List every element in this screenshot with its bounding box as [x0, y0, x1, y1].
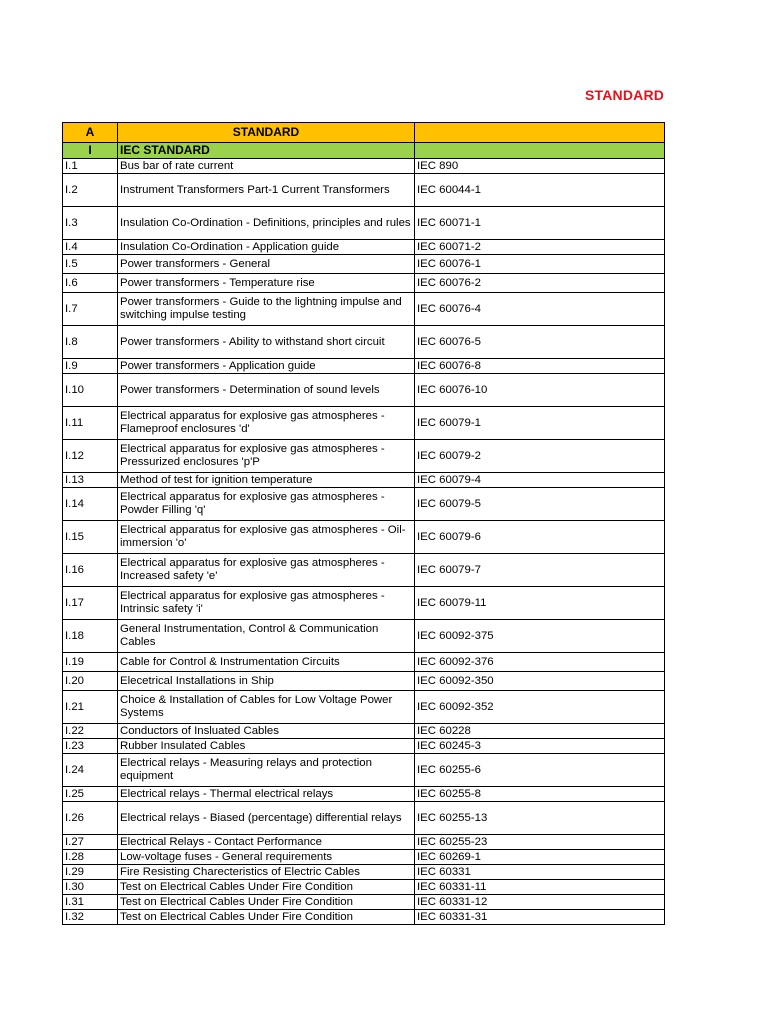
section-label: IEC STANDARD [118, 143, 415, 159]
row-description: Fire Resisting Charecteristics of Electric Cables [118, 865, 415, 880]
row-description: Power transformers - Determination of sound levels [118, 374, 415, 407]
row-standard-code: IEC 60076-1 [415, 255, 665, 274]
row-description: Cable for Control & Instrumentation Circuits [118, 653, 415, 672]
row-standard-code: IEC 60071-2 [415, 240, 665, 255]
row-standard-code: IEC 60269-1 [415, 850, 665, 865]
row-standard-code: IEC 60079-11 [415, 587, 665, 620]
row-number: I.28 [63, 850, 118, 865]
table-row [63, 473, 665, 488]
table-row [63, 359, 665, 374]
row-number: I.5 [63, 255, 118, 274]
row-number: I.8 [63, 326, 118, 359]
header-cell-code [415, 123, 665, 143]
row-description: Electrical apparatus for explosive gas atmospheres - Oil-immersion 'o' [118, 521, 415, 554]
row-description: Test on Electrical Cables Under Fire Condition [118, 895, 415, 910]
row-standard-code: IEC 60079-7 [415, 554, 665, 587]
row-number: I.32 [63, 910, 118, 925]
table-row [63, 207, 665, 240]
row-standard-code: IEC 890 [415, 159, 665, 174]
table-row [63, 895, 665, 910]
row-number: I.27 [63, 835, 118, 850]
table-row [63, 374, 665, 407]
row-standard-code: IEC 60255-23 [415, 835, 665, 850]
row-standard-code: IEC 60076-8 [415, 359, 665, 374]
row-standard-code: IEC 60092-375 [415, 620, 665, 653]
row-number: I.12 [63, 440, 118, 473]
row-number: I.31 [63, 895, 118, 910]
row-standard-code: IEC 60092-350 [415, 672, 665, 691]
row-number: I.19 [63, 653, 118, 672]
row-description: Insulation Co-Ordination - Application guide [118, 240, 415, 255]
table-row [63, 407, 665, 440]
row-number: I.11 [63, 407, 118, 440]
row-standard-code: IEC 60331 [415, 865, 665, 880]
table-row [63, 910, 665, 925]
table-row [63, 274, 665, 293]
row-standard-code: IEC 60076-2 [415, 274, 665, 293]
row-description: Electrical apparatus for explosive gas atmospheres - Flameproof enclosures 'd' [118, 407, 415, 440]
row-description: Instrument Transformers Part-1 Current Transformers [118, 174, 415, 207]
row-standard-code: IEC 60079-2 [415, 440, 665, 473]
row-number: I.24 [63, 754, 118, 787]
row-standard-code: IEC 60331-31 [415, 910, 665, 925]
table-row [63, 672, 665, 691]
row-description: Electrical relays - Biased (percentage) differential relays [118, 802, 415, 835]
row-standard-code: IEC 60076-5 [415, 326, 665, 359]
standards-table [62, 122, 665, 925]
row-description: Electrical relays - Thermal electrical relays [118, 787, 415, 802]
row-standard-code: IEC 60092-352 [415, 691, 665, 724]
row-standard-code: IEC 60044-1 [415, 174, 665, 207]
table-row [63, 787, 665, 802]
row-description: Test on Electrical Cables Under Fire Condition [118, 910, 415, 925]
table-row [63, 240, 665, 255]
row-standard-code: IEC 60079-5 [415, 488, 665, 521]
row-standard-code: IEC 60076-10 [415, 374, 665, 407]
row-number: I.17 [63, 587, 118, 620]
row-description: Test on Electrical Cables Under Fire Condition [118, 880, 415, 895]
header-cell-standard: STANDARD [118, 123, 415, 143]
row-description: Electrical apparatus for explosive gas atmospheres - Powder Filling 'q' [118, 488, 415, 521]
row-description: Rubber Insulated Cables [118, 739, 415, 754]
row-number: I.22 [63, 724, 118, 739]
row-description: Electrical apparatus for explosive gas atmospheres - Increased safety 'e' [118, 554, 415, 587]
row-number: I.7 [63, 293, 118, 326]
row-description: Insulation Co-Ordination - Definitions, principles and rules [118, 207, 415, 240]
row-number: I.25 [63, 787, 118, 802]
table-row [63, 865, 665, 880]
table-row [63, 293, 665, 326]
row-description: Electrical apparatus for explosive gas atmospheres - Pressurized enclosures 'p'P [118, 440, 415, 473]
row-standard-code: IEC 60255-13 [415, 802, 665, 835]
table-row [63, 835, 665, 850]
row-number: I.14 [63, 488, 118, 521]
section-code [415, 143, 665, 159]
row-description: Power transformers - General [118, 255, 415, 274]
table-row [63, 653, 665, 672]
page-title: STANDARD [585, 87, 664, 103]
row-number: I.3 [63, 207, 118, 240]
header-cell-a: A [63, 123, 118, 143]
table-row [63, 620, 665, 653]
row-standard-code: IEC 60245-3 [415, 739, 665, 754]
row-description: General Instrumentation, Control & Communication Cables [118, 620, 415, 653]
table-row [63, 724, 665, 739]
row-description: Bus bar of rate current [118, 159, 415, 174]
table-row [63, 255, 665, 274]
table-row [63, 521, 665, 554]
row-number: I.29 [63, 865, 118, 880]
row-standard-code: IEC 60331-12 [415, 895, 665, 910]
row-number: I.1 [63, 159, 118, 174]
row-description: Power transformers - Temperature rise [118, 274, 415, 293]
row-number: I.13 [63, 473, 118, 488]
row-number: I.4 [63, 240, 118, 255]
row-number: I.10 [63, 374, 118, 407]
row-standard-code: IEC 60079-6 [415, 521, 665, 554]
row-description: Conductors of Insluated Cables [118, 724, 415, 739]
table-row [63, 691, 665, 724]
row-standard-code: IEC 60079-1 [415, 407, 665, 440]
row-standard-code: IEC 60255-8 [415, 787, 665, 802]
row-number: I.2 [63, 174, 118, 207]
table-row [63, 488, 665, 521]
table-row [63, 326, 665, 359]
row-description: Power transformers - Guide to the lightning impulse and switching impulse testing [118, 293, 415, 326]
row-number: I.30 [63, 880, 118, 895]
row-number: I.6 [63, 274, 118, 293]
row-description: Power transformers - Ability to withstand short circuit [118, 326, 415, 359]
row-description: Method of test for ignition temperature [118, 473, 415, 488]
table-row [63, 850, 665, 865]
table-row [63, 174, 665, 207]
row-description: Electrical Relays - Contact Performance [118, 835, 415, 850]
table-row [63, 739, 665, 754]
header-row [63, 123, 665, 143]
row-number: I.18 [63, 620, 118, 653]
table-row [63, 440, 665, 473]
row-standard-code: IEC 60092-376 [415, 653, 665, 672]
row-number: I.23 [63, 739, 118, 754]
row-standard-code: IEC 60076-4 [415, 293, 665, 326]
row-standard-code: IEC 60255-6 [415, 754, 665, 787]
section-number: I [63, 143, 118, 159]
row-description: Choice & Installation of Cables for Low Voltage Power Systems [118, 691, 415, 724]
row-number: I.20 [63, 672, 118, 691]
table-row [63, 159, 665, 174]
row-standard-code: IEC 60071-1 [415, 207, 665, 240]
table-row [63, 754, 665, 787]
row-number: I.15 [63, 521, 118, 554]
row-standard-code: IEC 60228 [415, 724, 665, 739]
row-number: I.26 [63, 802, 118, 835]
row-description: Electrical relays - Measuring relays and protection equipment [118, 754, 415, 787]
section-row [63, 143, 665, 159]
row-number: I.21 [63, 691, 118, 724]
table-row [63, 554, 665, 587]
table-row [63, 587, 665, 620]
table-row [63, 802, 665, 835]
row-number: I.16 [63, 554, 118, 587]
row-description: Elecetrical Installations in Ship [118, 672, 415, 691]
row-standard-code: IEC 60331-11 [415, 880, 665, 895]
row-description: Power transformers - Application guide [118, 359, 415, 374]
row-description: Low-voltage fuses - General requirements [118, 850, 415, 865]
row-number: I.9 [63, 359, 118, 374]
table-row [63, 880, 665, 895]
row-description: Electrical apparatus for explosive gas atmospheres - Intrinsic safety 'i' [118, 587, 415, 620]
row-standard-code: IEC 60079-4 [415, 473, 665, 488]
